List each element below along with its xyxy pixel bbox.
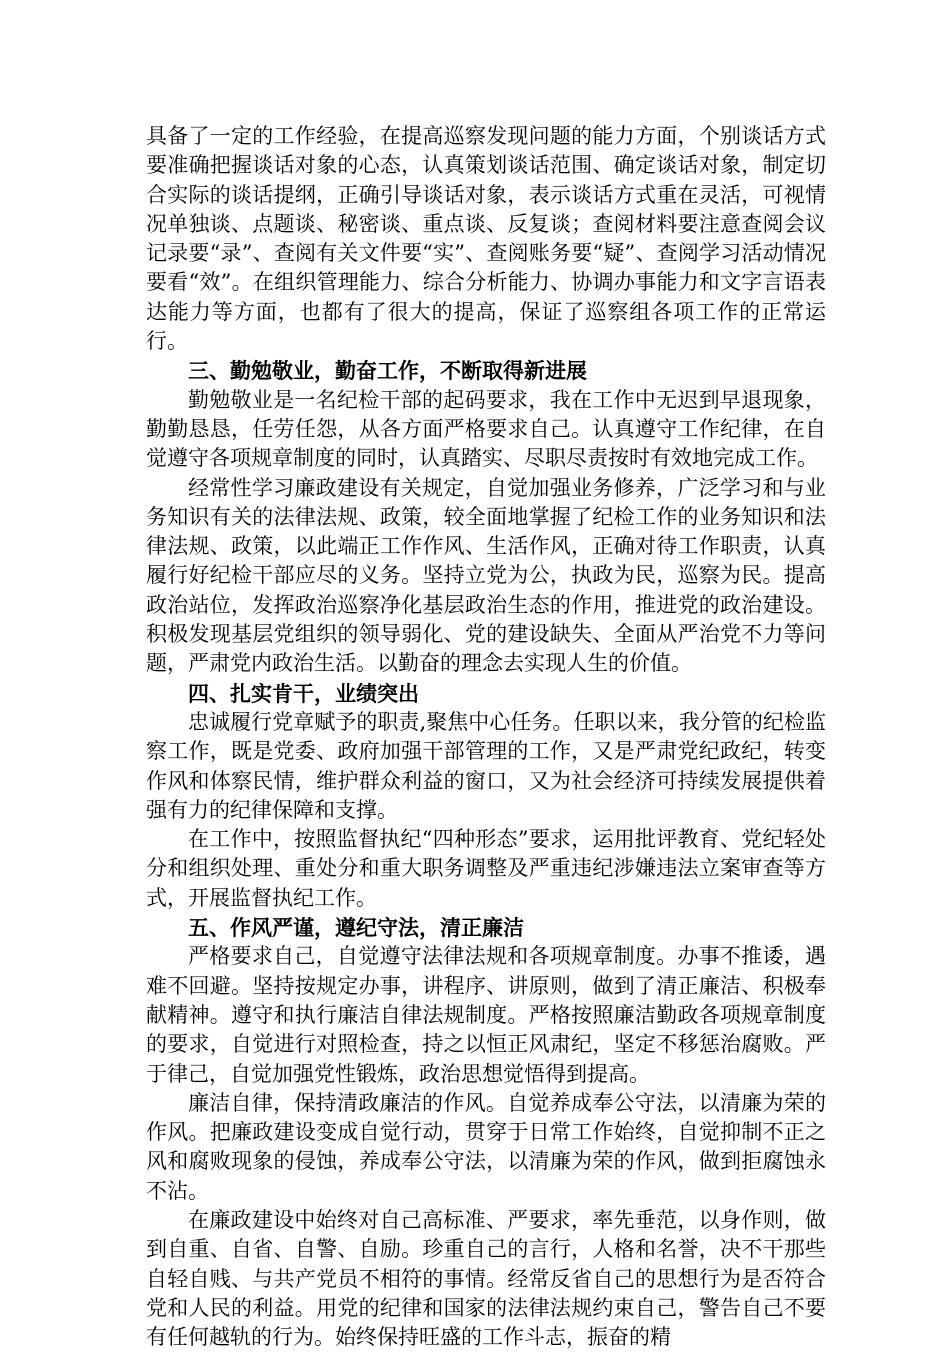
paragraph-clean-governance: 廉洁自律，保持清政廉洁的作风。自觉养成奉公守法，以清廉为荣的作风。把廉政建设变成自觉行动，贯穿于日常工作始终，自觉抑制不正之风和腐败现象的侵蚀，养成奉公守法，以清廉为荣的作风，做到拒腐蚀永不沾。 — [146, 1090, 826, 1203]
paragraph-diligence: 勤勉敬业是一名纪检干部的起码要求，我在工作中无迟到早退现象，勤勤恳恳，任劳任怨，从各方面严格要求自己。认真遵守工作纪律，在自觉遵守各项规章制度的同时，认真踏实、尽职尽责按时有效地完成工作。 — [146, 387, 826, 471]
paragraph-duties: 忠诚履行党章赋予的职责,聚焦中心任务。任职以来，我分管的纪检监察工作，既是党委、政府加强干部管理的工作，又是严肃党纪政纪，转变作风和体察民情，维护群众利益的窗口，又为社会经济可持续发展提供着强有力的纪律保障和支撑。 — [146, 709, 826, 822]
paragraph-work-experience: 具备了一定的工作经验，在提高巡察发现问题的能力方面，个别谈话方式要准确把握谈话对象的心态，认真策划谈话范围、确定谈话对象，制定切合实际的谈话提纲，正确引导谈话对象，表示谈话方式重在灵活，可视情况单独谈、点题谈、秘密谈、重点谈、反复谈；查阅材料要注意查阅会议记录要“录”、查阅有关文件要“实”、查阅账务要“疑”、查阅学习活动情况要看“效”。在组织管理能力、综合分析能力、协调办事能力和文字言语表达能力等方面，也都有了很大的提高，保证了巡察组各项工作的正常运行。 — [146, 124, 826, 354]
section-heading-diligence: 三、勤勉敬业，勤奋工作，不断取得新进展 — [188, 358, 587, 384]
section-heading-performance: 四、扎实肯干，业绩突出 — [188, 680, 419, 706]
section-heading-integrity: 五、作风严谨，遵纪守法，清正廉洁 — [188, 915, 524, 941]
paragraph-four-forms: 在工作中，按照监督执纪“四种形态”要求，运用批评教育、党纪轻处分和组织处理、重处分和重大职务调整及严重违纪涉嫌违法立案审查等方式，开展监督执纪工作。 — [146, 827, 826, 910]
document-page — [146, 122, 826, 1352]
paragraph-study-regulations: 经常性学习廉政建设有关规定，自觉加强业务修养，广泛学习和与业务知识有关的法律法规、政策，较全面地掌握了纪检工作的业务知识和法律法规、政策，以此端正工作作风、生活作风，正确对待工作职责，认真履行好纪检干部应尽的义务。坚持立党为公，执政为民，巡察为民。提高政治站位，发挥政治巡察净化基层政治生态的作用，推进党的政治建设。积极发现基层党组织的领导弱化、党的建设缺失、全面从严治党不力等问题，严肃党内政治生活。以勤奋的理念去实现人生的价值。 — [146, 475, 826, 676]
paragraph-high-standards: 在廉政建设中始终对自己高标准、严要求，率先垂范，以身作则，做到自重、自省、自警、自励。珍重自己的言行，人格和名誉，决不干那些自轻自贱、与共产党员不相符的事情。经常反省自己的思想行为是否符合党和人民的利益。用党的纪律和国家的法律法规约束自己，警告自己不要有任何越轨的行为。始终保持旺盛的工作斗志，振奋的精 — [146, 1207, 826, 1350]
paragraph-self-discipline: 严格要求自己，自觉遵守法律法规和各项规章制度。办事不推诿，遇难不回避。坚持按规定办事，讲程序、讲原则，做到了清正廉洁、积极奉献精神。遵守和执行廉洁自律法规制度。严格按照廉洁勤政各项规章制度的要求，自觉进行对照检查，持之以恒正风肃纪，坚定不移惩治腐败。严于律己，自觉加强党性锻炼，政治思想觉悟得到提高。 — [146, 944, 826, 1086]
